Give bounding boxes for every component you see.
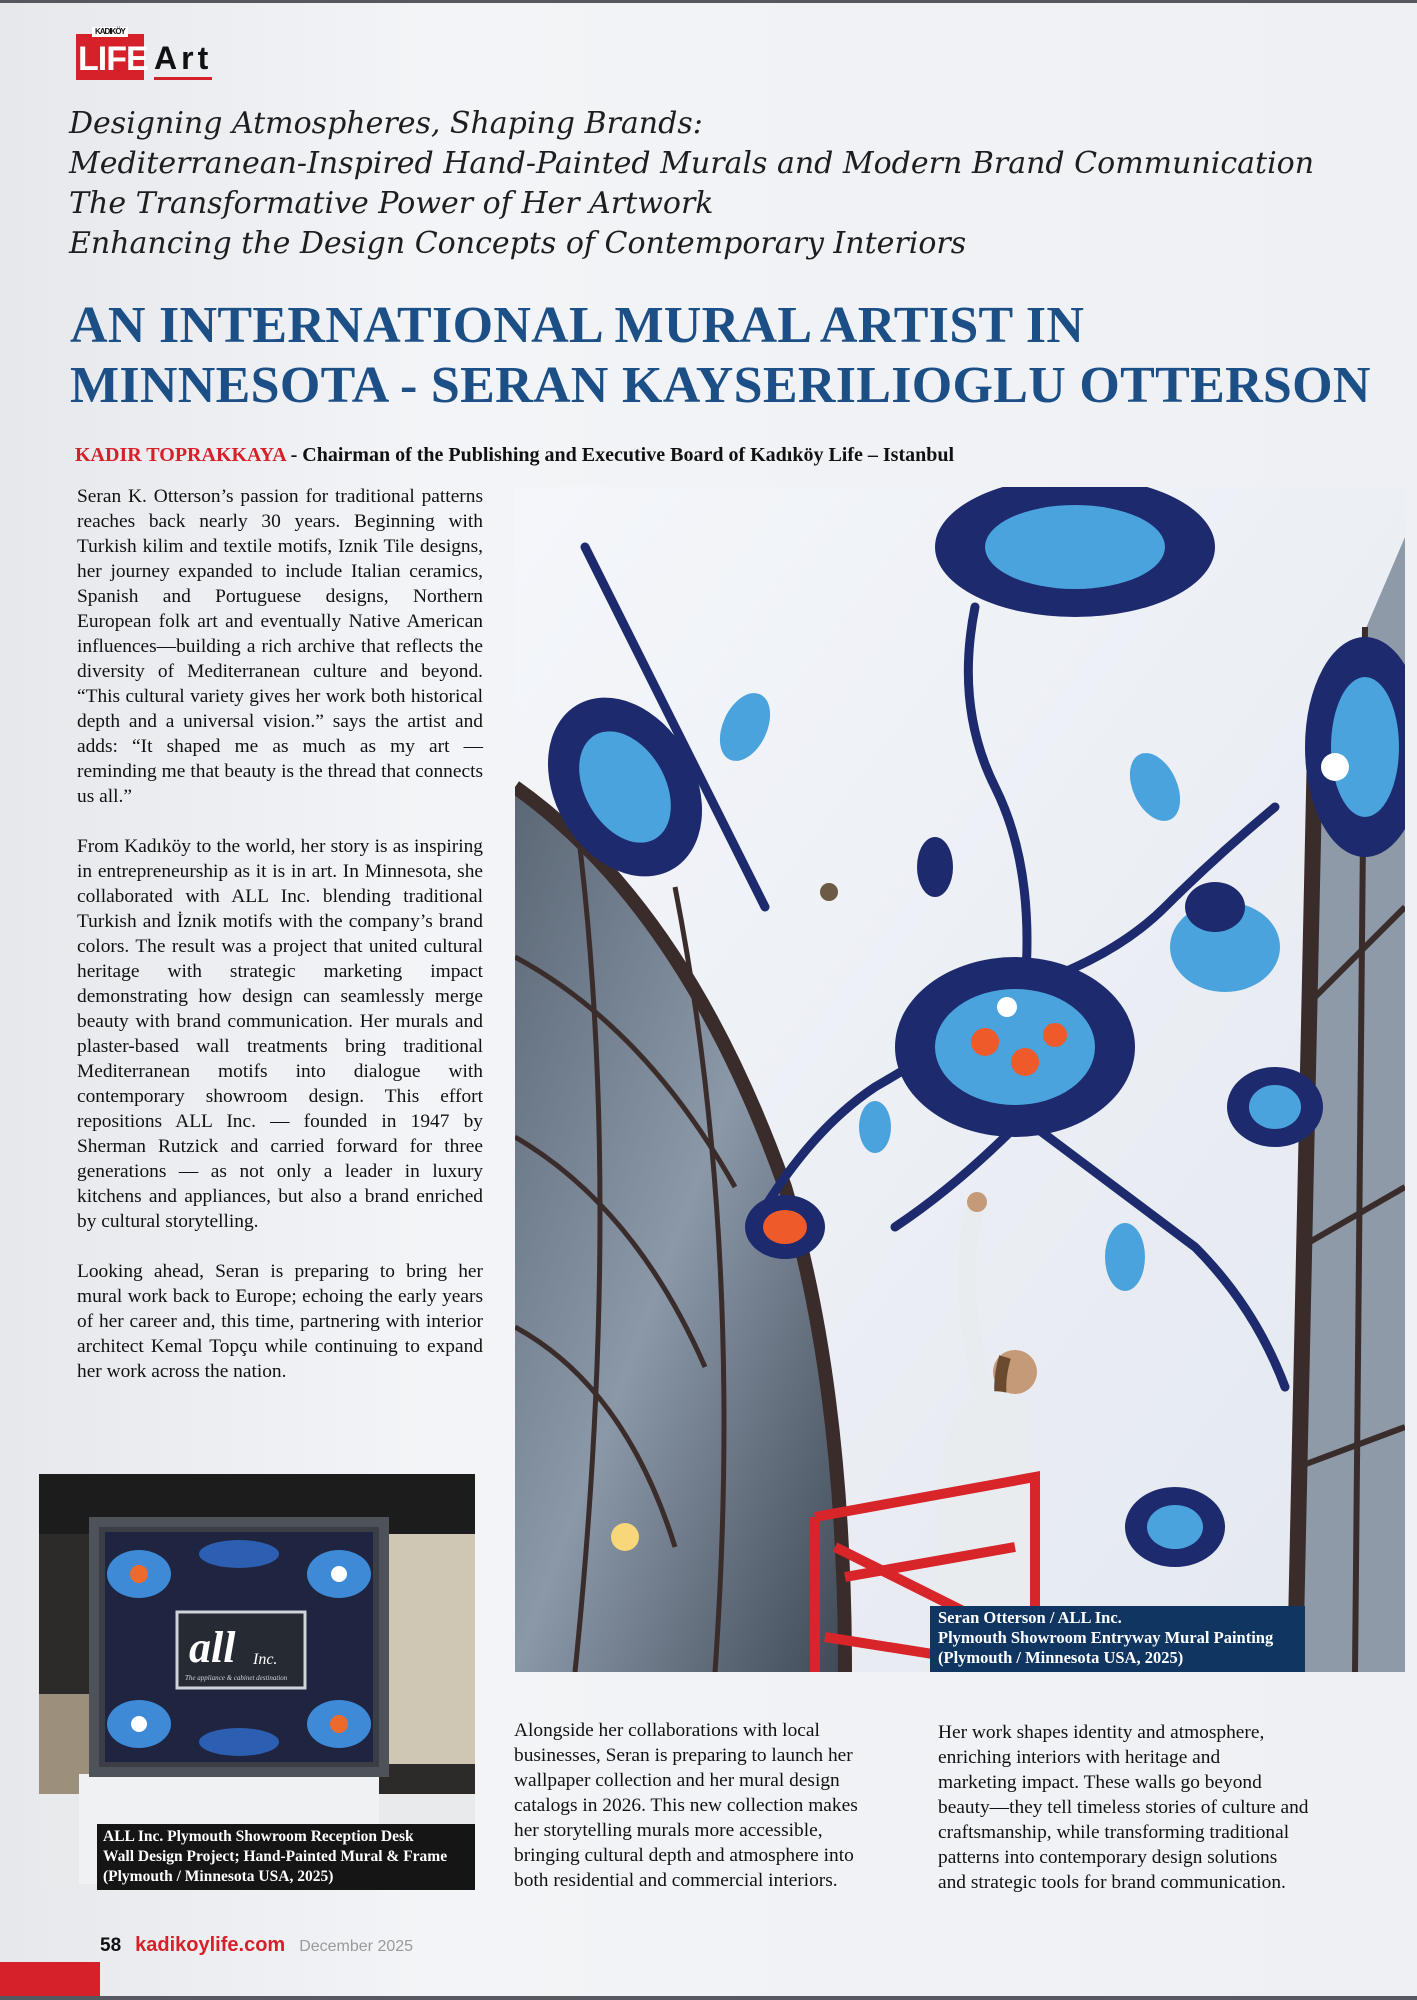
footer-red-bar: [0, 1962, 100, 1996]
text-line: Her work shapes identity and atmosphere,: [938, 1722, 1265, 1743]
magazine-logo: [76, 28, 212, 80]
reception-photo-caption: [97, 1824, 475, 1890]
caption-line: (Plymouth / Minnesota USA, 2025): [103, 1868, 334, 1885]
text-line: craftsmanship, while transforming traditional: [938, 1822, 1290, 1843]
text-line: beauty—they tell timeless stories of culture and: [938, 1797, 1309, 1818]
caption-line: Plymouth Showroom Entryway Mural Painting: [938, 1628, 1274, 1647]
article-headline: [70, 296, 1390, 416]
author-name: KADIR TOPRAKKAYA: [75, 444, 286, 466]
section-label: Art: [154, 40, 212, 80]
headline-line: AN INTERNATIONAL MURAL ARTIST IN: [70, 297, 1085, 354]
website-link[interactable]: kadikoylife.com: [135, 1934, 286, 1956]
text-line: Alongside her collaborations with local: [514, 1720, 820, 1741]
paragraph: Looking ahead, Seran is preparing to bring her mural work back to Europe; echoing the early years of her career and, this time, partnering with interior architect Kemal Topçu while continuing to expand her work across the nation.: [77, 1261, 483, 1382]
right-column-text: [938, 1720, 1358, 1895]
logo-kadikoy-label: KADIKÖY: [92, 27, 128, 37]
subtitle-block: [69, 104, 1389, 264]
sign-brand: all: [189, 1623, 236, 1672]
paragraph: Seran K. Otterson’s passion for traditional patterns reaches back nearly 30 years. Beginning with Turkish kilim and textile motifs, Iznik Tile designs, her journey expanded to include Italian ceramics, Spanish and Portuguese designs, Northern European folk art and eventually Native American influences—building a rich archive that reflects the diversity of Mediterranean culture and beyond. “This cultural variety gives her work both historical depth and a universal vision.” says the artist and adds: “It shaped me as much as my art — reminding me that beauty is the thread that connects us all.”: [77, 486, 483, 807]
paragraph: From Kadıköy to the world, her story is as inspiring in entrepreneurship as it is in art. In Minnesota, she collaborated with ALL Inc. blending traditional Turkish and İznik motifs with the company’s brand colors. The result was a project that united cultural heritage with strategic marketing impact demonstrating how design can seamlessly merge beauty with brand communication. Her murals and plaster-based wall treatments bring traditional Mediterranean motifs into dialogue with contemporary showroom design. This effort repositions ALL Inc. — founded in 1947 by Sherman Rutzick and carried forward for three generations — as not only a leader in luxury kitchens and appliances, but also a brand enriched by cultural storytelling.: [77, 836, 483, 1232]
sign-tagline: The appliance & cabinet destination: [185, 1674, 288, 1682]
subtitle-line: Mediterranean-Inspired Hand-Painted Murals and Modern Brand Communication: [69, 146, 1315, 181]
logo-life-text: LIFE: [78, 40, 148, 78]
author-role: - Chairman of the Publishing and Executive Board of Kadıköy Life – Istanbul: [285, 444, 955, 466]
text-line: enriching interiors with heritage and: [938, 1747, 1221, 1768]
left-column-text: [77, 484, 483, 1409]
byline: [75, 444, 954, 467]
subtitle-line: Designing Atmospheres, Shaping Brands:: [69, 106, 703, 141]
subtitle-line: The Transformative Power of Her Artwork: [69, 186, 714, 221]
text-line: businesses, Seran is preparing to launch her: [514, 1745, 853, 1766]
subtitle-line: Enhancing the Design Concepts of Contemporary Interiors: [69, 226, 967, 261]
caption-line: Seran Otterson / ALL Inc.: [938, 1608, 1122, 1627]
text-line: patterns into contemporary design solutions: [938, 1847, 1278, 1868]
mural-illustration: [515, 487, 1405, 1672]
text-line: catalogs in 2026. This new collection makes: [514, 1795, 858, 1816]
bottom-border: [0, 1996, 1417, 2000]
text-line: wallpaper collection and her mural design: [514, 1770, 840, 1791]
mural-photo: [515, 487, 1405, 1672]
text-line: marketing impact. These walls go beyond: [938, 1772, 1262, 1793]
page-number: 58: [100, 1935, 122, 1956]
text-line: bringing cultural depth and atmosphere into: [514, 1845, 854, 1866]
text-line: both residential and commercial interiors.: [514, 1870, 838, 1891]
main-photo-caption: [930, 1606, 1305, 1672]
issue-date: December 2025: [299, 1938, 414, 1955]
page-footer: [100, 1934, 413, 1957]
caption-line: ALL Inc. Plymouth Showroom Reception Desk: [103, 1828, 414, 1845]
logo-life-box: [76, 27, 148, 80]
text-line: and strategic tools for brand communication.: [938, 1872, 1286, 1893]
middle-column-text: [514, 1718, 906, 1893]
headline-line: MINNESOTA - SERAN KAYSERILIOGLU OTTERSON: [70, 357, 1371, 414]
text-line: her storytelling murals more accessible,: [514, 1820, 823, 1841]
top-border: [0, 0, 1417, 3]
sign-suffix: Inc.: [253, 1651, 278, 1668]
caption-line: Wall Design Project; Hand-Painted Mural & Frame: [103, 1848, 448, 1865]
caption-line: (Plymouth / Minnesota USA, 2025): [938, 1648, 1184, 1667]
